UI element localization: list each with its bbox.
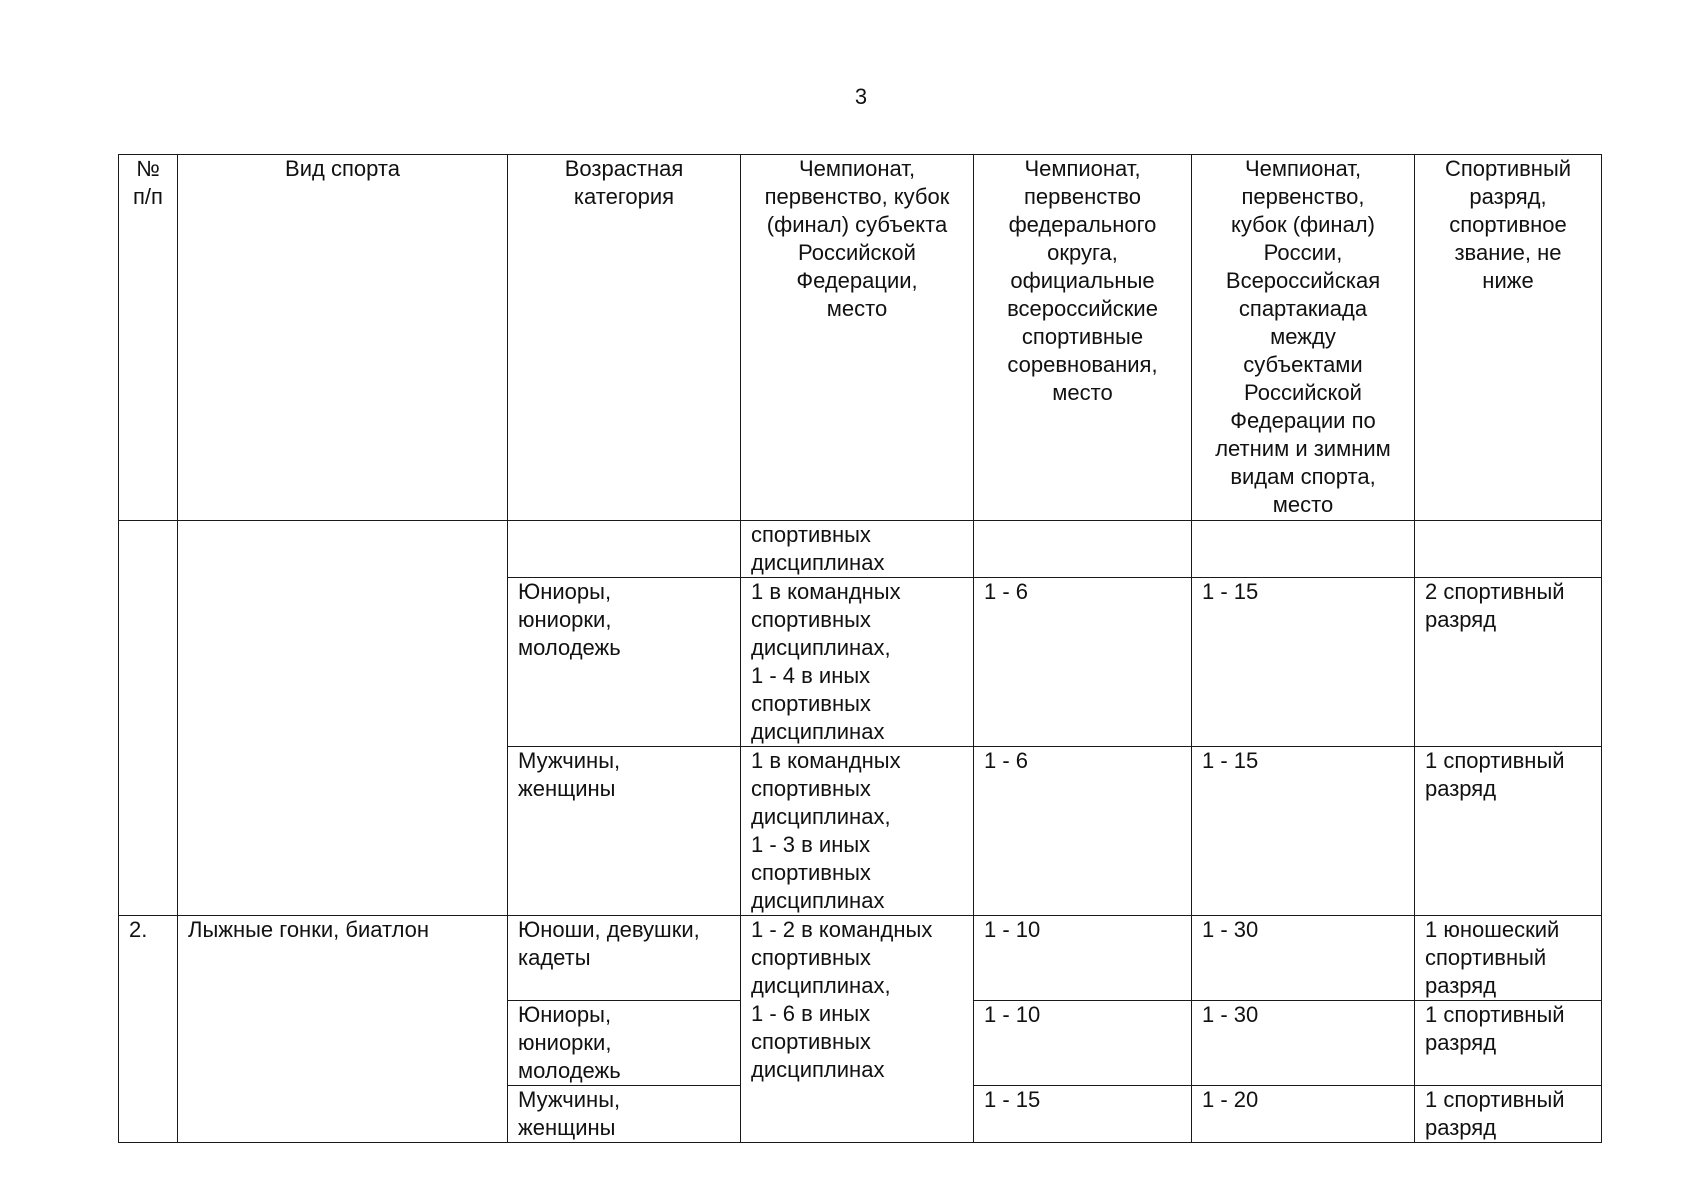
regional-place-cell: 1 в командных спортивных дисциплинах, 1 - 3 в иных спортивных дисциплинах	[741, 747, 974, 916]
federal-district-place-cell: 1 - 6	[974, 578, 1192, 747]
page-number: 3	[854, 84, 868, 109]
russia-place-cell: 1 - 20	[1192, 1086, 1415, 1143]
header-age-category: Возрастная категория	[508, 155, 741, 521]
header-row	[119, 155, 1602, 521]
regional-place-cell: спортивных дисциплинах	[741, 521, 974, 578]
row-number-cell	[119, 521, 178, 916]
row-sport-cell	[178, 521, 508, 916]
age-category-cell	[508, 521, 741, 578]
federal-district-place-cell	[974, 521, 1192, 578]
age-category-cell: Юноши, девушки, кадеты	[508, 916, 741, 1001]
header-russia-competition: Чемпионат, первенство, кубок (финал) России, Всероссийская спартакиада между субъектами Российской Федерации по летним и зимним видам спорта, место	[1192, 155, 1415, 521]
sport-rank-cell	[1415, 521, 1602, 578]
age-category-cell: Мужчины, женщины	[508, 1086, 741, 1143]
age-category-cell: Мужчины, женщины	[508, 747, 741, 916]
row-sport-cell: Лыжные гонки, биатлон	[178, 916, 508, 1143]
federal-district-place-cell: 1 - 15	[974, 1086, 1192, 1143]
russia-place-cell: 1 - 15	[1192, 747, 1415, 916]
sport-rank-cell: 1 юношеский спортивный разряд	[1415, 916, 1602, 1001]
header-number: № п/п	[119, 155, 178, 521]
regional-place-cell: 1 - 2 в командных спортивных дисциплинах, 1 - 6 в иных спортивных дисциплинах	[741, 916, 974, 1143]
table-row	[119, 521, 1602, 578]
sports-rank-table	[118, 154, 1602, 1143]
russia-place-cell: 1 - 30	[1192, 916, 1415, 1001]
age-category-cell: Юниоры, юниорки, молодежь	[508, 1001, 741, 1086]
russia-place-cell: 1 - 30	[1192, 1001, 1415, 1086]
russia-place-cell: 1 - 15	[1192, 578, 1415, 747]
sport-rank-cell: 1 спортивный разряд	[1415, 1001, 1602, 1086]
header-sport-rank: Спортивный разряд, спортивное звание, не ниже	[1415, 155, 1602, 521]
federal-district-place-cell: 1 - 10	[974, 916, 1192, 1001]
header-sport: Вид спорта	[178, 155, 508, 521]
header-regional-competition: Чемпионат, первенство, кубок (финал) субъекта Российской Федерации, место	[741, 155, 974, 521]
age-category-cell: Юниоры, юниорки, молодежь	[508, 578, 741, 747]
sport-rank-cell: 1 спортивный разряд	[1415, 1086, 1602, 1143]
federal-district-place-cell: 1 - 6	[974, 747, 1192, 916]
row-number-cell: 2.	[119, 916, 178, 1143]
sport-rank-cell: 2 спортивный разряд	[1415, 578, 1602, 747]
russia-place-cell	[1192, 521, 1415, 578]
federal-district-place-cell: 1 - 10	[974, 1001, 1192, 1086]
regional-place-cell: 1 в командных спортивных дисциплинах, 1 - 4 в иных спортивных дисциплинах	[741, 578, 974, 747]
header-federal-district-competition: Чемпионат, первенство федерального округа, официальные всероссийские спортивные соревнования, место	[974, 155, 1192, 521]
sport-rank-cell: 1 спортивный разряд	[1415, 747, 1602, 916]
table-row	[119, 916, 1602, 1001]
